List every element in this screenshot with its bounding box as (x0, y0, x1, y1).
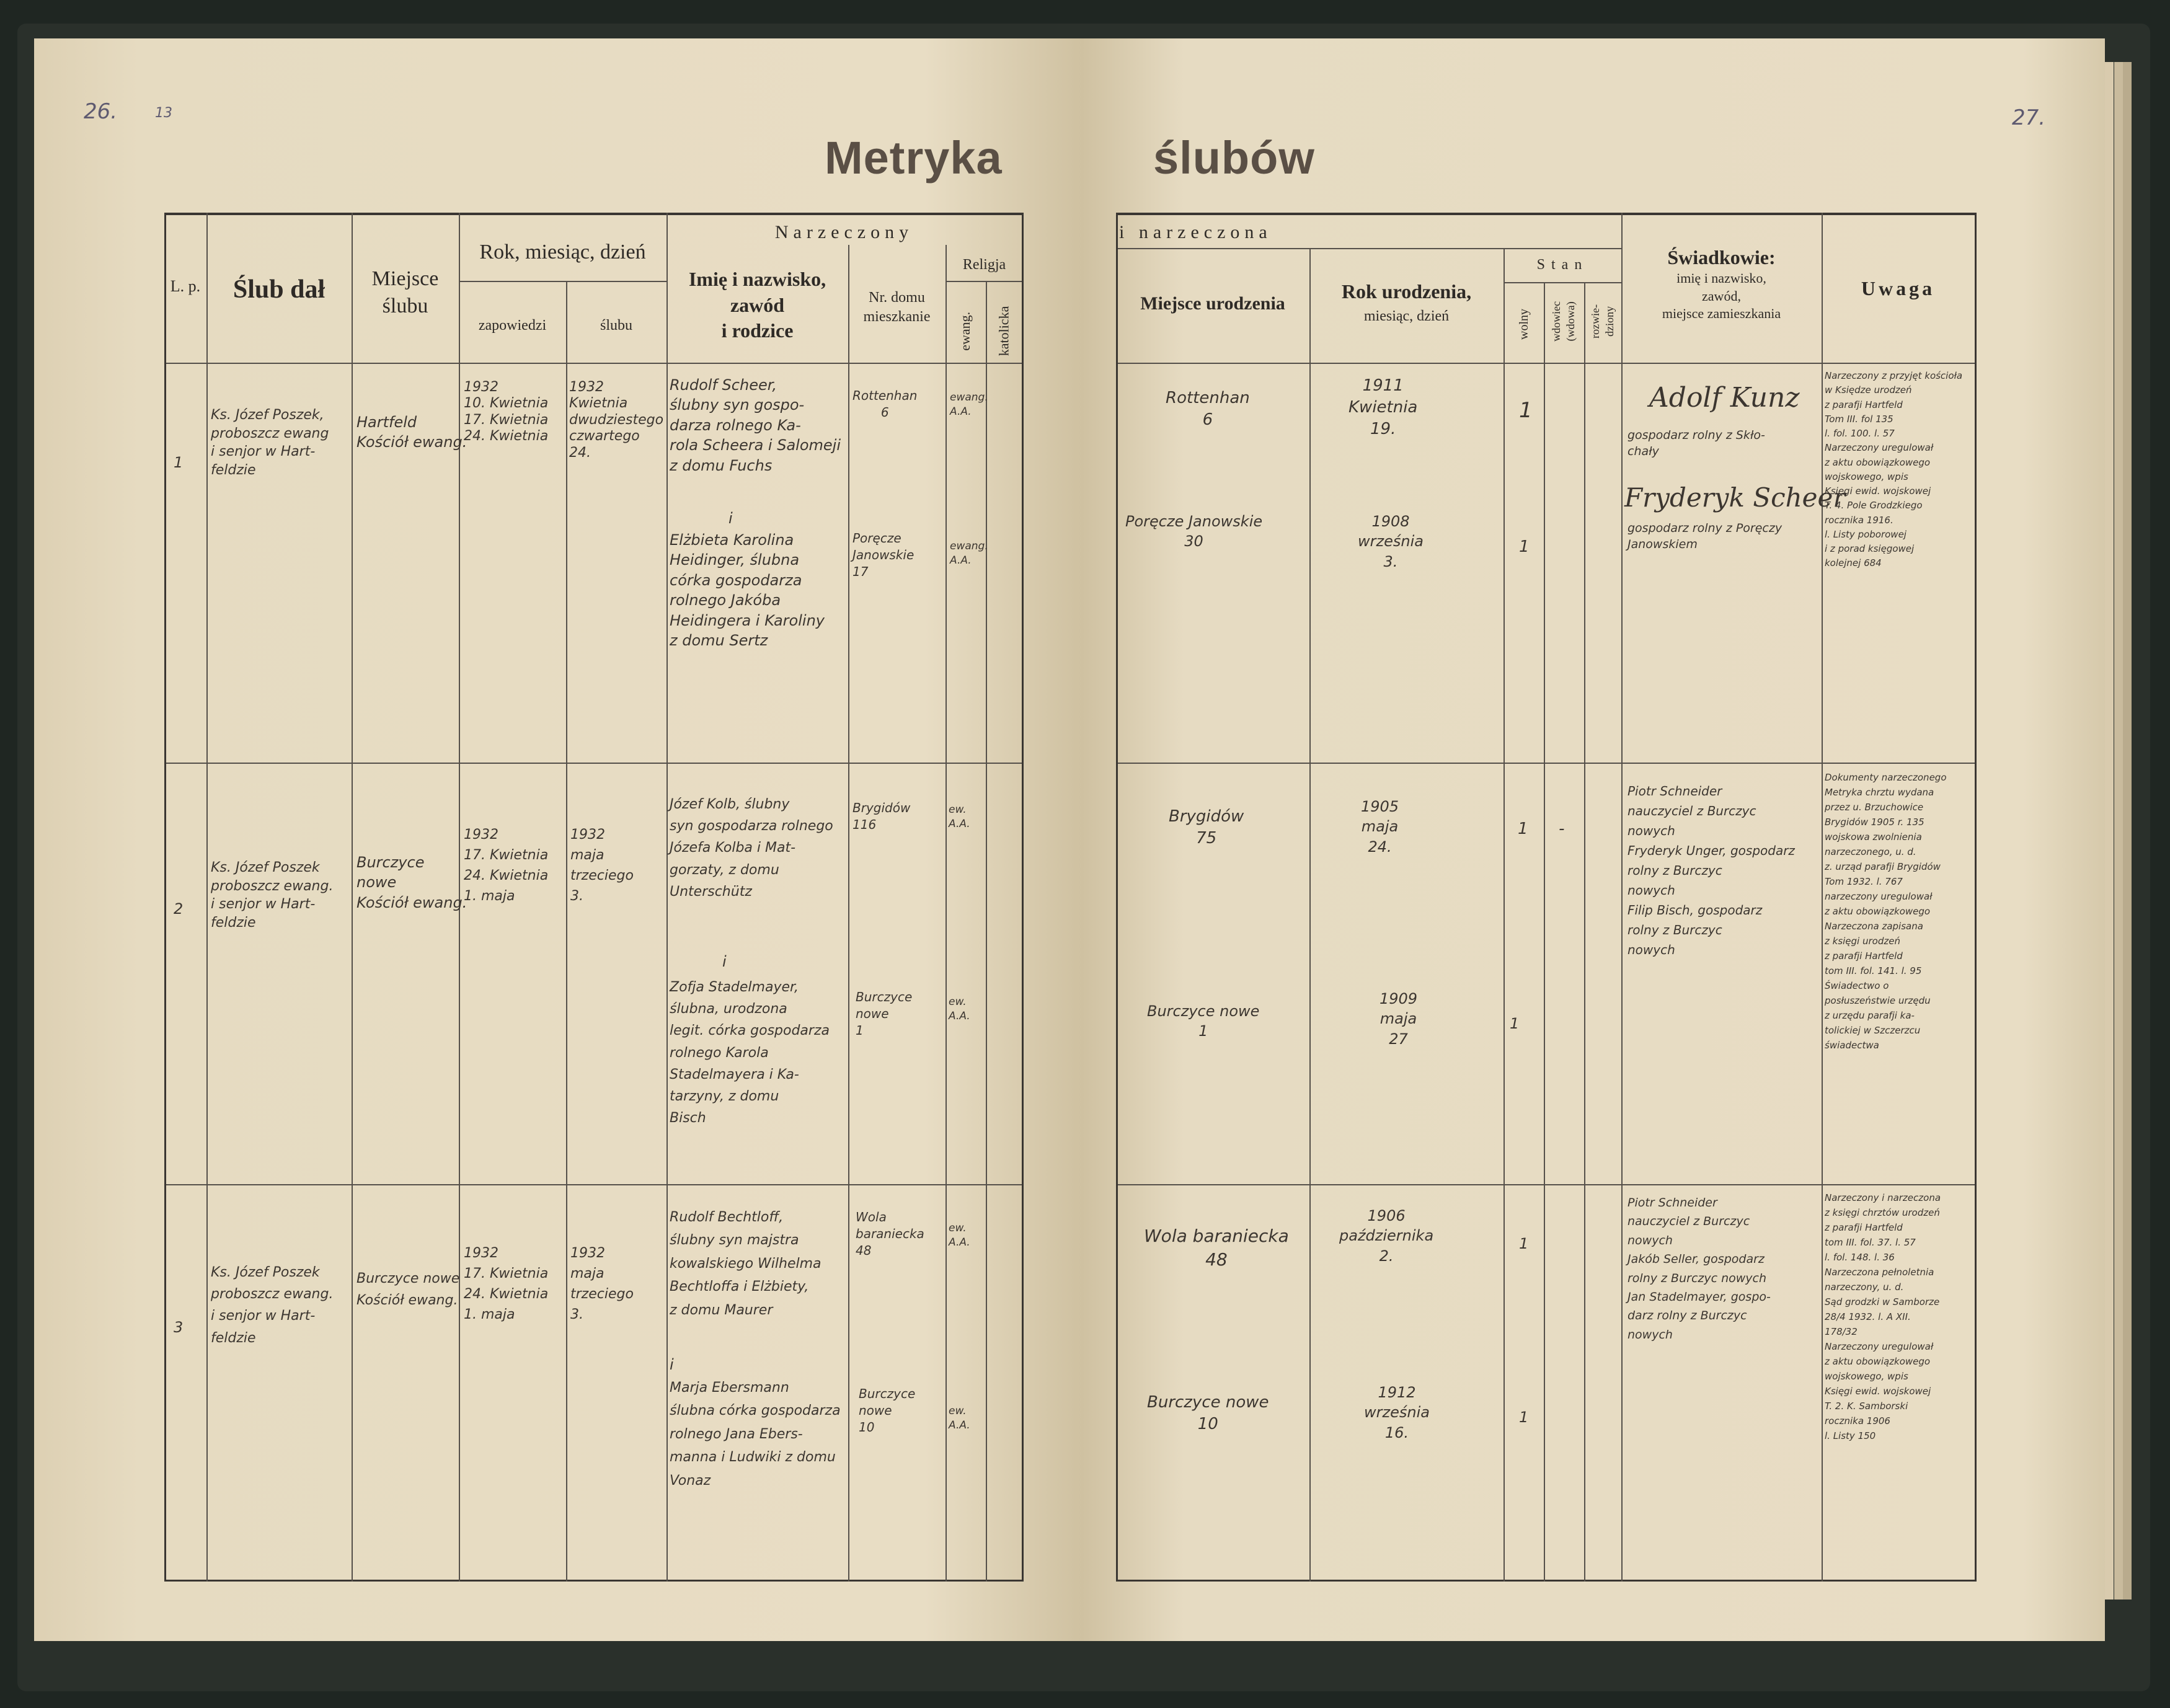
entry-2-slubu: 1932 maja trzeciego 3. (570, 827, 634, 904)
entry-1-bride-rel: ewang. A.A. (950, 540, 988, 567)
entry-1-slubu: 1932 Kwietnia dwudziestego czwartego 24. (569, 379, 664, 461)
entry-3-bride-rel: ew. A.A. (949, 1405, 970, 1431)
header-wolny: wolny (1517, 309, 1531, 340)
header-religja: Religja (962, 257, 1006, 273)
entry-3-zapowiedzi: 1932 17. Kwietnia 24. Kwietnia 1. maja (464, 1246, 549, 1322)
title-left: Metryka (825, 132, 1003, 184)
header-swiadkowie-sub: imię i nazwisko, zawód, miejsce zamieszkania (1662, 270, 1781, 322)
entry-3-uwaga: Narzeczony i narzeczona z księgi chrztów urodzeń z parafji Hartfeld tom III. fol. 37. l. 57 l. fol. 148. l. 36 Narzeczona pełnoletnia narzeczony, u. d. Sąd grodzki w Samborze 28/4 1932. l. A XII. 178/32 Narzeczony uregulował z aktu obowiązkowego wojskowego, wpis Księgi ewid. wojskowej T. 2. K. Samborski rocznika 1906 l. Listy 150 (1825, 1192, 1941, 1441)
header-rozwiedziony: rozwie- dziony (1589, 304, 1616, 339)
entry-2-bride-stan: 1 (1510, 1015, 1520, 1032)
entry-1-zapowiedzi: 1932 10. Kwietnia 17. Kwietnia 24. Kwietnia (464, 379, 549, 445)
header-slub-dal: Ślub dał (232, 275, 326, 304)
entry-1-groom-birth: 1911 Kwietnia 19. (1348, 376, 1418, 439)
header-i-narzeczona: i narzeczona (1119, 222, 1272, 242)
entry-3-bride-stan: 1 (1519, 1409, 1529, 1426)
header-wdowiec: wdowiec (wdowa) (1550, 301, 1577, 342)
entry-2-groom-rel: ew. A.A. (949, 803, 970, 830)
entry-2-lp: 2 (174, 900, 184, 918)
page-edge (2123, 62, 2132, 1600)
header-imie-nazwisko: Imię i nazwisko, zawód i rodzice (688, 268, 826, 342)
entry-1-groom-birthplace: Rottenhan 6 (1166, 389, 1250, 430)
entry-2-groom-nr: Brygidów 116 (852, 800, 911, 832)
entry-2-bride-birth: 1909 maja 27 (1380, 990, 1418, 1048)
header-rok-urodzenia: Rok urodzenia, (1341, 280, 1472, 303)
entry-2-bride-birthplace: Burczyce nowe 1 (1147, 1002, 1260, 1040)
entry-1-witness-signature-2: Fryderyk Scheer (1624, 482, 1846, 513)
entry-3-bride-nr: Burczyce nowe 10 (859, 1386, 916, 1435)
entry-3-slubu: 1932 maja trzeciego 3. (570, 1246, 634, 1322)
entry-1-uwaga: Narzeczony z przyjęt kościoła w Księdze urodzeń z parafji Hartfeld Tom III. fol 135 l. fol. 100. l. 57 Narzeczony uregulował z aktu obowiązkowego wojskowego, wpis Księgi ewid. wojskowej T. 4. Pole Grodzkiego rocznika 1916. l. Listy poborowej i z porad księgowej kolejnej 684 (1825, 370, 1963, 569)
entry-2-uwaga: Dokumenty narzeczonego Metryka chrztu wydana przez u. Brzuchowice Brygidów 1905 r. 135 wojskowa zwolnienia narzeczonego, u. d. z. urząd parafji Brygidów Tom 1932. l. 767 narzeczony uregulował z aktu obowiązkowego Narzeczona zapisana z księgi urodzeń z parafji Hartfeld tom III. fol. 141. l. 95 Świadectwo o posłuszeństwie urzędu z urzędu parafji ka- tolickiej w Szczerzcu świadectwa (1825, 772, 1947, 1051)
header-ewang: ewang. (957, 311, 973, 351)
entry-1-witnesses-2: gospodarz rolny z Poręczy Janowskiem (1628, 521, 1782, 551)
entry-1-miejsce: Hartfeld Kościół ewang. (356, 414, 467, 451)
entry-1-groom-nr: Rottenhan 6 (852, 388, 918, 420)
header-katolicka: katolicka (996, 306, 1012, 356)
entry-1-groom-rel: ewang. A.A. (950, 391, 988, 418)
entry-2-bride-rel: ew. A.A. (949, 996, 970, 1022)
entry-3-groom-stan: 1 (1519, 1235, 1529, 1252)
entry-1-witnesses: gospodarz rolny z Skło- chały (1628, 428, 1765, 458)
header-swiadkowie: Świadkowie: (1667, 246, 1776, 268)
entry-1-bride: Elżbieta Karolina Heidinger, ślubna córka gospodarza rolnego Jakóba Heidingera i Karoliny z domu Sertz (670, 531, 825, 649)
entry-1-lp: 1 (174, 454, 184, 471)
header-lp: L. p. (170, 277, 201, 295)
entry-2-witnesses: Piotr Schneider nauczyciel z Burczyc nowych Fryderyk Unger, gospodarz rolny z Burczyc nowych Filip Bisch, gospodarz rolny z Burczyc nowych (1628, 784, 1795, 957)
entry-1-groom-stan: 1 (1519, 398, 1533, 423)
entry-1-witness-signature-1: Adolf Kunz (1649, 382, 1800, 414)
header-miejsce-slubu: Miejsce ślubu (371, 267, 439, 318)
header-uwaga: Uwaga (1861, 277, 1936, 299)
page-number-right: 27. (2012, 105, 2046, 130)
entry-3-groom-rel: ew. A.A. (949, 1222, 970, 1249)
entry-2-bride: Zofja Stadelmayer, ślubna, urodzona legit. córka gospodarza rolnego Karola Stadelmayera i Ka- tarzyny, z domu Bisch (670, 980, 830, 1126)
page-number-left-small: 13 (155, 105, 172, 121)
entry-1-slub-dal: Ks. Józef Poszek, proboszcz ewang i senjor w Hart- feldzie (211, 407, 329, 479)
entry-1-bride-birthplace: Poręcze Janowskie 30 (1125, 513, 1263, 551)
entry-2-groom-birth: 1905 maja 24. (1361, 798, 1399, 856)
entry-1-bride-stan: 1 (1519, 538, 1530, 556)
entry-2-groom: Józef Kolb, ślubny syn gospodarza rolnego Józefa Kolba i Mat- gorzaty, z domu Unterschütz (670, 797, 833, 900)
entry-1-i: i (728, 510, 733, 527)
entry-3-slub-dal: Ks. Józef Poszek proboszcz ewang. i senjor w Hart- feldzie (211, 1265, 334, 1346)
entry-2-miejsce: Burczyce nowe Kościół ewang. (356, 854, 467, 911)
page-edge (2105, 62, 2114, 1600)
entry-2-bride-nr: Burczyce nowe 1 (856, 989, 913, 1038)
entry-2-i: i (722, 953, 727, 970)
entry-3-i: i (670, 1356, 674, 1373)
entry-3-bride-birth: 1912 września 16. (1364, 1384, 1430, 1441)
header-nr-domu: Nr. domu mieszkanie (863, 290, 931, 325)
entry-2-zapowiedzi: 1932 17. Kwietnia 24. Kwietnia 1. maja (464, 827, 549, 904)
entry-3-groom: Rudolf Bechtloff, ślubny syn majstra kowalskiego Wilhelma Bechtloffa i Elżbiety, z domu Maurer (670, 1210, 822, 1318)
header-narzeczony: Narzeczony (774, 222, 914, 242)
entry-3-bride: Marja Ebersmann ślubna córka gospodarza rolnego Jana Ebers- manna i Ludwiki z domu Vonaz (670, 1380, 841, 1489)
header-miejsce-urodzenia: Miejsce urodzenia (1140, 293, 1285, 314)
entry-2-groom-stan: 1 - (1518, 820, 1565, 838)
header-zapowiedzi: zapowiedzi (478, 317, 547, 334)
title-right: ślubów (1153, 132, 1315, 184)
entry-3-groom-nr: Wola baraniecka 48 (856, 1210, 924, 1258)
header-rok-urodzenia-sub: miesiąc, dzień (1363, 308, 1450, 324)
entry-1-bride-nr: Poręcze Janowskie 17 (852, 531, 914, 579)
entry-2-groom-birthplace: Brygidów 75 (1169, 807, 1244, 848)
entry-3-groom-birthplace: Wola baraniecka 48 (1144, 1226, 1289, 1270)
entry-3-bride-birthplace: Burczyce nowe 10 (1147, 1393, 1269, 1434)
header-slubu: ślubu (600, 317, 632, 334)
entry-1-groom: Rudolf Scheer, ślubny syn gospo- darza rolnego Ka- rola Scheera i Salomeji z domu Fuchs (670, 376, 841, 474)
page-number-left: 26. (84, 99, 118, 124)
entry-3-lp: 3 (174, 1319, 184, 1336)
entry-1-bride-birth: 1908 września 3. (1358, 513, 1424, 570)
entry-3-miejsce: Burczyce nowe Kościół ewang. (356, 1271, 460, 1309)
entry-3-groom-birth: 1906 października 2. (1339, 1207, 1434, 1265)
header-stan: Stan (1536, 257, 1588, 273)
entry-3-witnesses: Piotr Schneider nauczyciel z Burczyc nowych Jakób Seller, gospodarz rolny z Burczyc nowych Jan Stadelmayer, gospo- darz rolny z Burczyc nowych (1628, 1196, 1771, 1342)
header-rok-miesiac-dzien: Rok, miesiąc, dzień (479, 241, 646, 263)
page-edge (2114, 62, 2123, 1600)
entry-2-slub-dal: Ks. Józef Poszek proboszcz ewang. i senjor w Hart- feldzie (211, 860, 334, 931)
